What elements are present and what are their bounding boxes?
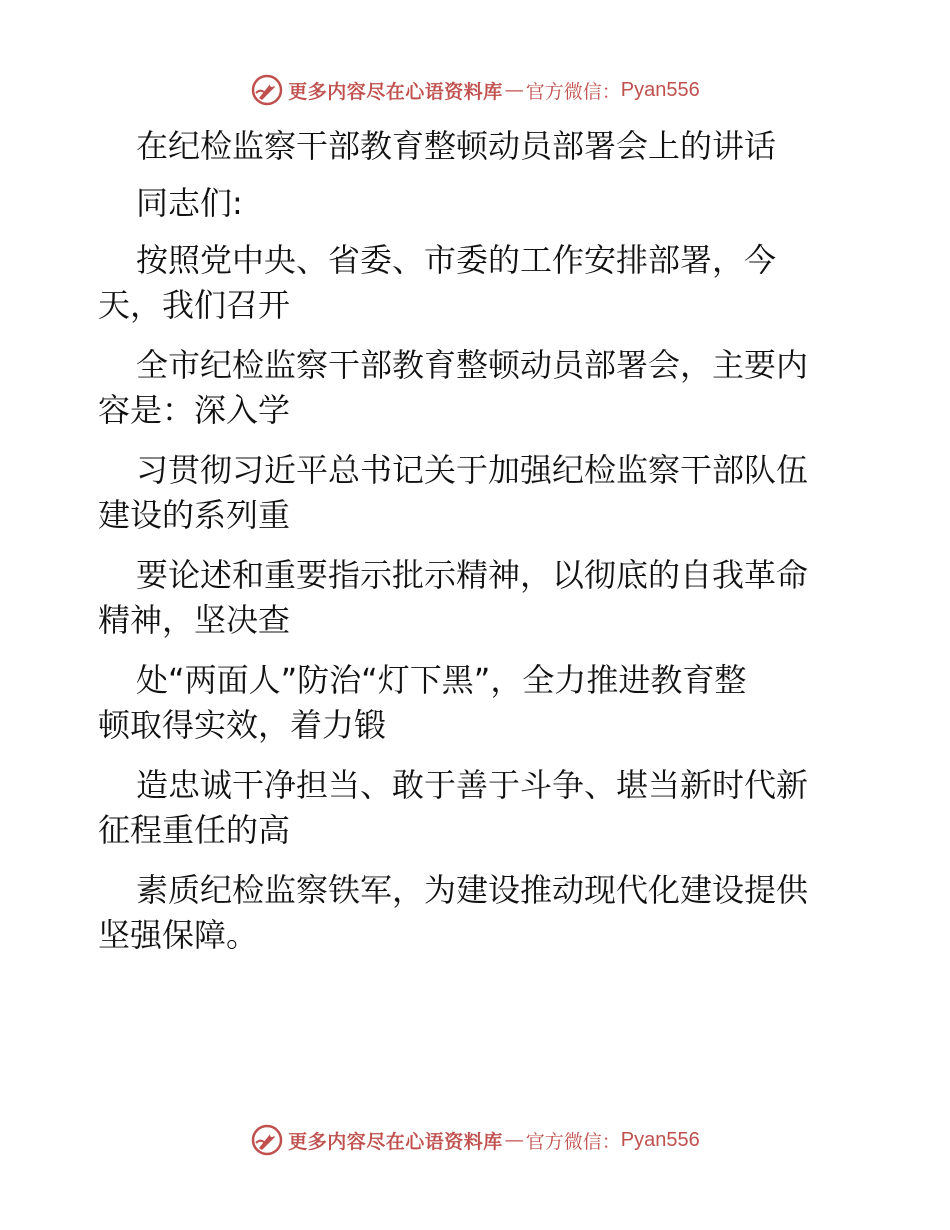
paragraph	[98, 343, 858, 433]
paragraph	[98, 238, 858, 328]
paragraph-line-second: 精神，坚决查	[98, 601, 291, 639]
paragraph-line-first: 要论述和重要指示批示精神，以彻底的自我革命	[136, 556, 809, 594]
paragraph-line-first: 习贯彻习近平总书记关于加强纪检监察干部队伍	[136, 451, 809, 489]
banner-text: 更多内容尽在心语资料库	[288, 1130, 503, 1153]
paragraph-line-first: 造忠诚干净担当、敢于善于斗争、堪当新时代新	[136, 766, 809, 804]
header-watermark-banner	[0, 70, 950, 110]
paragraph	[98, 763, 858, 853]
banner-wechat-label: 官方微信：	[525, 1130, 621, 1153]
pen-nib-logo-icon	[250, 73, 284, 107]
paragraph-line-second: 顿取得实效，着力锻	[98, 706, 387, 744]
title-text: 在纪检监察干部教育整顿动员部署会上的讲话	[136, 127, 777, 165]
paragraph-line-second: 容是：深入学	[98, 391, 291, 429]
document-body	[98, 124, 858, 973]
greeting-text: 同志们:	[136, 184, 243, 222]
paragraph-line-first: 全市纪检监察干部教育整顿动员部署会，主要内	[136, 346, 809, 384]
banner-wechat-id: Pyan556	[620, 1128, 700, 1151]
paragraph	[98, 553, 858, 643]
greeting	[98, 181, 858, 226]
banner-wechat-label: 官方微信：	[525, 80, 621, 103]
paragraph-line-first: 素质纪检监察铁军，为建设推动现代化建设提供	[136, 871, 809, 909]
pen-nib-logo-icon	[250, 1123, 284, 1157]
banner-dash: —	[504, 1129, 524, 1151]
paragraph	[98, 658, 858, 748]
paragraph-line-first: 处“两面人”防治“灯下黑”，全力推进教育整	[136, 661, 747, 699]
document-title	[98, 124, 858, 169]
paragraph	[98, 868, 858, 958]
paragraph-line-first: 按照党中央、省委、市委的工作安排部署，今	[136, 241, 777, 279]
paragraph	[98, 448, 858, 538]
footer-watermark-banner	[0, 1120, 950, 1160]
paragraph-line-second: 坚强保障。	[98, 916, 259, 954]
paragraph-line-second: 征程重任的高	[98, 811, 291, 849]
paragraph-line-second: 天，我们召开	[98, 286, 291, 324]
paragraph-line-second: 建设的系列重	[98, 496, 291, 534]
banner-wechat-id: Pyan556	[620, 78, 700, 101]
banner-dash: —	[504, 79, 524, 101]
banner-text: 更多内容尽在心语资料库	[288, 80, 503, 103]
